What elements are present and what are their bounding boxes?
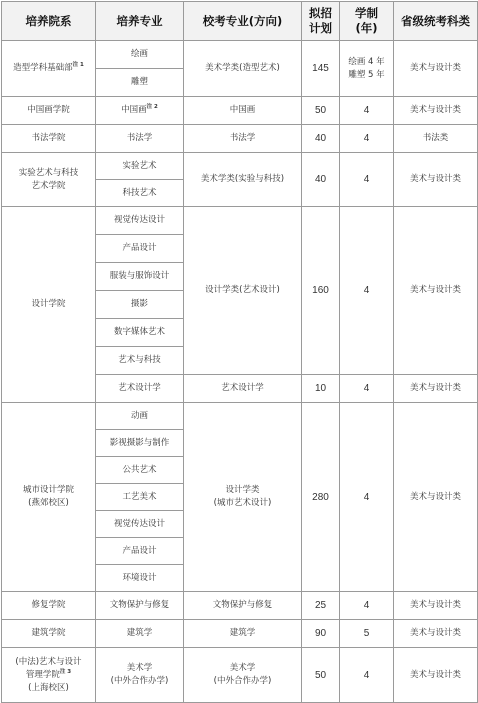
exam-cell: 美术与设计类 [394, 97, 478, 125]
college-cell: 设计学院 [2, 207, 96, 403]
years-cell: 4 [340, 207, 394, 375]
college-name: 造型学科基础部 [13, 63, 73, 73]
years-cell: 4 [340, 375, 394, 403]
major-cell: 艺术与科技 [96, 347, 184, 375]
college-cell: 中国画学院 [2, 97, 96, 125]
major-cell: 科技艺术 [96, 180, 184, 207]
quota-cell: 40 [302, 125, 340, 153]
table-row [2, 648, 478, 703]
college-line1: 城市设计学院 [22, 485, 74, 495]
quota-cell: 40 [302, 153, 340, 207]
program-line2: (中外合作办学) [213, 676, 272, 686]
table-row [2, 153, 478, 180]
quota-cell: 145 [302, 41, 340, 97]
college-line2: (燕郊校区) [28, 498, 69, 508]
program-cell: 设计学类(艺术设计) [184, 207, 302, 375]
quota-cell: 50 [302, 648, 340, 703]
header-row [2, 2, 478, 41]
college-line2-wrap [4, 669, 93, 682]
header-quota-line1: 拟招 [309, 6, 332, 20]
header-program: 校考专业(方向) [184, 2, 302, 41]
program-cell: 书法学 [184, 125, 302, 153]
major-cell: 视觉传达设计 [96, 207, 184, 235]
college-cell [2, 41, 96, 97]
exam-cell: 美术与设计类 [394, 207, 478, 375]
major-line1: 美术学 [126, 663, 153, 673]
header-exam: 省级统考科类 [394, 2, 478, 41]
years-cell: 4 [340, 648, 394, 703]
quota-cell: 160 [302, 207, 340, 375]
years-cell: 4 [340, 592, 394, 620]
header-years-line2: (年) [355, 21, 378, 35]
quota-cell: 50 [302, 97, 340, 125]
exam-cell: 美术与设计类 [394, 648, 478, 703]
program-line1: 设计学类 [225, 485, 260, 495]
years-cell [340, 41, 394, 97]
program-cell [184, 403, 302, 592]
exam-cell: 美术与设计类 [394, 403, 478, 592]
table-row [2, 403, 478, 430]
major-cell: 公共艺术 [96, 457, 184, 484]
major-cell: 服装与服饰设计 [96, 263, 184, 291]
major-cell: 动画 [96, 403, 184, 430]
major-cell: 视觉传达设计 [96, 511, 184, 538]
college-cell [2, 648, 96, 703]
years-cell: 4 [340, 403, 394, 592]
program-line1: 美术学 [229, 663, 256, 673]
footnote-marker: 注 1 [72, 62, 84, 69]
years-line1: 绘画 4 年 [348, 56, 385, 67]
quota-cell: 10 [302, 375, 340, 403]
exam-cell: 美术与设计类 [394, 592, 478, 620]
years-cell: 4 [340, 153, 394, 207]
table-row [2, 592, 478, 620]
header-college: 培养院系 [2, 2, 96, 41]
major-cell [96, 97, 184, 125]
header-years [340, 2, 394, 41]
program-cell: 建筑学 [184, 620, 302, 648]
header-major: 培养专业 [96, 2, 184, 41]
college-line3: (上海校区) [28, 682, 69, 693]
college-cell [2, 403, 96, 592]
footnote-marker: 注 3 [59, 668, 72, 675]
major-cell: 雕塑 [96, 69, 184, 97]
footnote-marker: 注 2 [146, 104, 158, 111]
header-quota-line2: 计划 [309, 21, 332, 35]
admissions-plan-table [1, 1, 478, 703]
program-cell: 中国画 [184, 97, 302, 125]
program-cell: 艺术设计学 [184, 375, 302, 403]
exam-cell: 美术与设计类 [394, 41, 478, 97]
table-row [2, 97, 478, 125]
college-cell: 建筑学院 [2, 620, 96, 648]
major-cell: 文物保护与修复 [96, 592, 184, 620]
program-cell: 美术学类(造型艺术) [184, 41, 302, 97]
major-cell [96, 648, 184, 703]
college-line1: (中法)艺术与设计 [15, 656, 82, 667]
years-cell: 4 [340, 97, 394, 125]
table-row [2, 125, 478, 153]
major-cell: 数字媒体艺术 [96, 319, 184, 347]
quota-cell: 25 [302, 592, 340, 620]
years-line2: 雕塑 5 年 [348, 69, 385, 80]
major-cell: 实验艺术 [96, 153, 184, 180]
table-row [2, 41, 478, 69]
major-line2: (中外合作办学) [110, 676, 169, 686]
major-cell: 环境设计 [96, 565, 184, 592]
quota-cell: 280 [302, 403, 340, 592]
exam-cell: 美术与设计类 [394, 620, 478, 648]
major-cell: 绘画 [96, 41, 184, 69]
college-cell [2, 153, 96, 207]
major-cell: 书法学 [96, 125, 184, 153]
major-cell: 建筑学 [96, 620, 184, 648]
college-line1: 实验艺术与科技 [18, 167, 79, 178]
major-name: 中国画 [121, 105, 147, 115]
major-cell: 影视摄影与制作 [96, 430, 184, 457]
program-line2: (城市艺术设计) [213, 498, 272, 508]
college-line2: 艺术学院 [31, 180, 66, 191]
major-cell: 摄影 [96, 291, 184, 319]
header-quota [302, 2, 340, 41]
program-cell: 美术学类(实验与科技) [184, 153, 302, 207]
exam-cell: 美术与设计类 [394, 375, 478, 403]
exam-cell: 美术与设计类 [394, 153, 478, 207]
major-cell: 艺术设计学 [96, 375, 184, 403]
exam-cell: 书法类 [394, 125, 478, 153]
years-cell: 5 [340, 620, 394, 648]
college-cell: 修复学院 [2, 592, 96, 620]
header-years-line1: 学制 [355, 6, 378, 20]
college-cell: 书法学院 [2, 125, 96, 153]
quota-cell: 90 [302, 620, 340, 648]
program-cell: 文物保护与修复 [184, 592, 302, 620]
years-cell: 4 [340, 125, 394, 153]
college-line2: 管理学院 [25, 669, 60, 680]
major-cell: 产品设计 [96, 235, 184, 263]
major-cell: 工艺美术 [96, 484, 184, 511]
table-row [2, 620, 478, 648]
major-cell: 产品设计 [96, 538, 184, 565]
table-row [2, 207, 478, 235]
program-cell [184, 648, 302, 703]
